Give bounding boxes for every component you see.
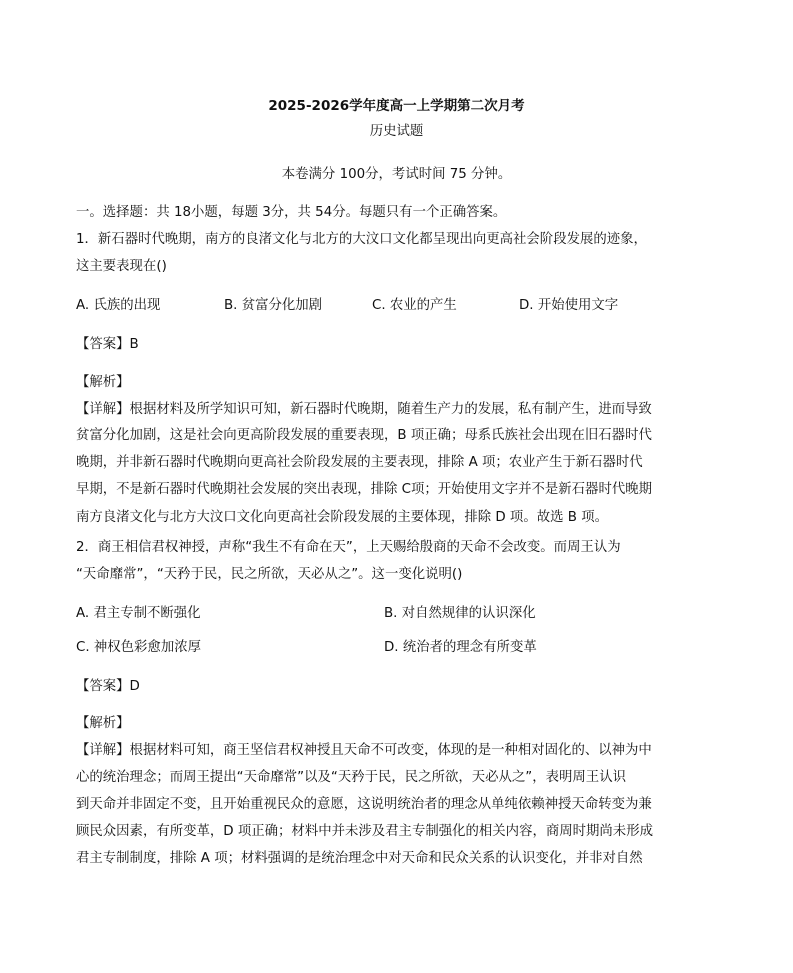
q2-answer: 【答案】D [76, 679, 140, 694]
subject-title: 历史试题 [369, 124, 424, 139]
q2-analysis-title: 【解析】 [76, 716, 130, 731]
exam-title: 2025-2026学年度高一上学期第二次月考 [268, 98, 525, 114]
q2-detail-line: 心的统治理念；而周王提出“天命靡常”以及“天矜于民，民之所欲，天必从之”，表明周王认识 [76, 770, 626, 785]
q1-option-d: D. 开始使用文字 [519, 298, 619, 313]
q2-option-c: C. 神权色彩愈加浓厚 [76, 640, 201, 655]
q1-option-b: B. 贫富分化加剧 [224, 298, 323, 313]
q1-option-c: C. 农业的产生 [372, 298, 457, 313]
q2-option-a: A. 君主专制不断强化 [76, 606, 201, 621]
q2-detail-line: 顾民众因素，有所变革，D 项正确；材料中并未涉及君主专制强化的相关内容，商周时期尚未形成 [76, 824, 653, 839]
q1-detail-line: 早期，不是新石器时代晚期社会发展的突出表现，排除 C项；开始使用文字并不是新石器时代晚期 [76, 482, 653, 497]
q1-option-a: A. 氏族的出现 [76, 298, 161, 313]
q2-option-b: B. 对自然规律的认识深化 [384, 606, 536, 621]
q2-stem-line2: “天命靡常”，“天矜于民，民之所欲，天必从之”。这一变化说明() [76, 567, 463, 582]
q1-detail-line: 南方良渚文化与北方大汶口文化向更高社会阶段发展的主要体现，排除 D 项。故选 B 项。 [76, 510, 608, 525]
q2-detail-line: 到天命并非固定不变，且开始重视民众的意愿，这说明统治者的理念从单纯依赖神授天命转变为兼 [76, 797, 652, 812]
q1-analysis-title: 【解析】 [76, 375, 130, 390]
section-heading: 一。选择题：共 18小题，每题 3分，共 54分。每题只有一个正确答案。 [76, 205, 507, 220]
q2-stem-line1: 2．商王相信君权神授，声称“我生不有命在天”，上天赐给殷商的天命不会改变。而周王认为 [76, 540, 621, 555]
q2-option-d: D. 统治者的理念有所变革 [384, 640, 537, 655]
q1-stem-line1: 1．新石器时代晚期，南方的良渚文化与北方的大汶口文化都呈现出向更高社会阶段发展的迹象， [76, 232, 647, 247]
q2-detail-line: 君主专制制度，排除 A 项；材料强调的是统治理念中对天命和民众关系的认识变化，并非对自然 [76, 851, 643, 866]
exam-info: 本卷满分 100分，考试时间 75 分钟。 [281, 167, 512, 182]
q2-detail-line: 【详解】根据材料可知，商王坚信君权神授且天命不可改变，体现的是一种相对固化的、以神为中 [76, 743, 652, 758]
q1-detail-line: 【详解】根据材料及所学知识可知，新石器时代晚期，随着生产力的发展，私有制产生，进而导致 [76, 402, 652, 417]
q1-answer: 【答案】B [76, 337, 139, 352]
q1-detail-line: 晚期，并非新石器时代晚期向更高社会阶段发展的主要表现，排除 A 项；农业产生于新石器时代 [76, 455, 643, 470]
q1-detail-line: 贫富分化加剧，这是社会向更高阶段发展的重要表现，B 项正确；母系氏族社会出现在旧石器时代 [76, 428, 652, 443]
q1-stem-line2: 这主要表现在() [76, 259, 167, 274]
